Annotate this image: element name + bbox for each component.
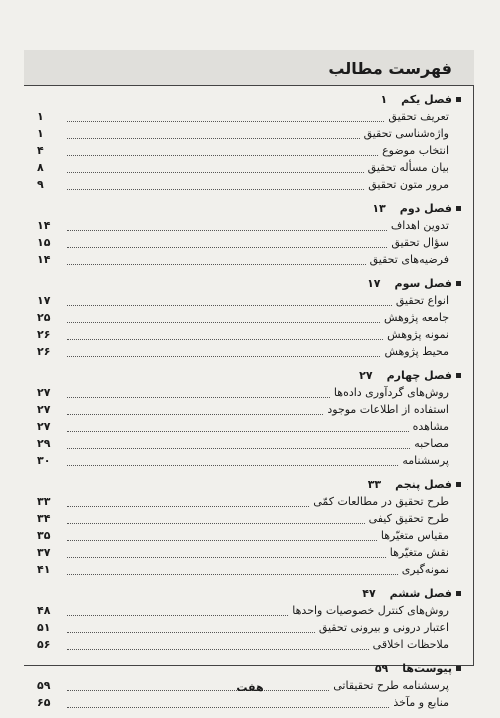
entry-label: بیان مسأله تحقیق — [367, 161, 449, 174]
toc-entry[interactable] — [37, 561, 461, 578]
entry-page-number: ۲۵ — [37, 311, 51, 324]
toc-entry[interactable] — [37, 108, 461, 125]
chapter-heading[interactable] — [37, 367, 461, 384]
entry-label: پرسشنامه طرح تحقیقاتی — [333, 679, 449, 692]
dot-leader — [67, 698, 389, 708]
entry-label: فرضیه‌های تحقیق — [369, 253, 449, 266]
entry-page-number: ۱۴ — [37, 253, 51, 266]
chapter-section — [37, 275, 461, 360]
chapter-section — [37, 476, 461, 578]
chapter-title: فصل چهارم — [386, 369, 452, 382]
toc-entry[interactable] — [37, 418, 461, 435]
dot-leader — [67, 405, 323, 415]
dot-leader — [67, 347, 380, 357]
chapter-heading[interactable] — [37, 476, 461, 493]
entry-page-number: ۳۵ — [37, 529, 51, 542]
toc-entry[interactable] — [37, 176, 461, 193]
toc-entry[interactable] — [37, 401, 461, 418]
entry-label: انواع تحقیق — [395, 294, 449, 307]
toc-entry[interactable] — [37, 125, 461, 142]
entry-page-number: ۲۶ — [37, 328, 51, 341]
entry-page-number: ۳۴ — [37, 512, 51, 525]
toc-entry[interactable] — [37, 292, 461, 309]
toc-entry[interactable] — [37, 234, 461, 251]
toc-entry[interactable] — [37, 452, 461, 469]
entry-page-number: ۱۴ — [37, 219, 51, 232]
toc-entry[interactable] — [37, 619, 461, 636]
chapter-page-number: ۱ — [380, 93, 388, 106]
entry-page-number: ۴ — [37, 144, 44, 157]
toc-entry[interactable] — [37, 217, 461, 234]
toc-entry[interactable] — [37, 694, 461, 711]
square-bullet-icon — [456, 373, 461, 378]
toc-entry[interactable] — [37, 510, 461, 527]
chapter-section — [37, 367, 461, 469]
entry-page-number: ۵۱ — [37, 621, 51, 634]
chapter-page-number: ۴۷ — [362, 587, 376, 600]
entry-label: نمونه پژوهش — [387, 328, 449, 341]
entry-page-number: ۵۹ — [37, 679, 51, 692]
page-title: فهرست مطالب — [328, 59, 452, 78]
entry-page-number: ۶۵ — [37, 696, 51, 709]
top-rule — [24, 85, 474, 86]
dot-leader — [67, 112, 384, 122]
chapter-section — [37, 91, 461, 193]
entry-page-number: ۱ — [37, 127, 44, 140]
dot-leader — [67, 163, 364, 173]
title-bar — [24, 50, 474, 86]
entry-label: طرح تحقیق در مطالعات کمّی — [313, 495, 449, 508]
dot-leader — [67, 606, 288, 616]
dot-leader — [67, 146, 378, 156]
dot-leader — [67, 129, 360, 139]
chapter-heading[interactable] — [37, 585, 461, 602]
dot-leader — [67, 422, 409, 432]
entry-label: مرور متون تحقیق — [368, 178, 449, 191]
dot-leader — [67, 221, 387, 231]
entry-page-number: ۸ — [37, 161, 44, 174]
dot-leader — [67, 531, 377, 541]
entry-page-number: ۳۰ — [37, 454, 51, 467]
chapter-heading[interactable] — [37, 200, 461, 217]
entry-page-number: ۱۷ — [37, 294, 51, 307]
entry-page-number: ۳۷ — [37, 546, 51, 559]
entry-label: انتخاب موضوع — [382, 144, 449, 157]
toc-entry[interactable] — [37, 343, 461, 360]
chapter-title: فصل یکم — [401, 93, 452, 106]
chapter-section — [37, 200, 461, 268]
square-bullet-icon — [456, 281, 461, 286]
chapter-page-number: ۱۷ — [367, 277, 381, 290]
toc-entry[interactable] — [37, 384, 461, 401]
toc-entry[interactable] — [37, 326, 461, 343]
entry-page-number: ۲۶ — [37, 345, 51, 358]
entry-page-number: ۵۶ — [37, 638, 51, 651]
square-bullet-icon — [456, 666, 461, 671]
chapter-title: فصل سوم — [394, 277, 452, 290]
dot-leader — [67, 439, 410, 449]
toc-entry[interactable] — [37, 544, 461, 561]
chapter-page-number: ۵۹ — [374, 662, 389, 675]
toc-entry[interactable] — [37, 636, 461, 653]
entry-label: پرسشنامه — [402, 454, 449, 467]
entry-label: واژه‌شناسی تحقیق — [363, 127, 449, 140]
entry-label: سؤال تحقیق — [391, 236, 449, 249]
entry-label: طرح تحقیق کیفی — [368, 512, 449, 525]
page-number-footer: هفت — [236, 681, 264, 694]
dot-leader — [67, 388, 330, 398]
entry-label: روش‌های کنترل خصوصیات واحدها — [292, 604, 449, 617]
entry-page-number: ۳۳ — [37, 495, 51, 508]
dot-leader — [67, 238, 387, 248]
dot-leader — [67, 456, 398, 466]
side-rule — [473, 86, 474, 665]
entry-label: محیط پژوهش — [384, 345, 449, 358]
entry-page-number: ۱۵ — [37, 236, 51, 249]
dot-leader — [67, 565, 398, 575]
chapter-heading[interactable] — [37, 660, 461, 677]
entry-label: استفاده از اطلاعات موجود — [327, 403, 449, 416]
entry-label: نمونه‌گیری — [401, 563, 449, 576]
entry-page-number: ۴۸ — [37, 604, 51, 617]
dot-leader — [67, 296, 392, 306]
table-of-contents — [37, 91, 461, 718]
entry-page-number: ۴۱ — [37, 563, 51, 576]
toc-entry[interactable] — [37, 602, 461, 619]
entry-page-number: ۲۷ — [37, 420, 51, 433]
entry-label: اعتبار درونی و بیرونی تحقیق — [318, 621, 449, 634]
dot-leader — [67, 313, 380, 323]
chapter-title: پیوست‌ها — [402, 662, 452, 675]
entry-page-number: ۹ — [37, 178, 44, 191]
entry-label: مقیاس متغیّرها — [380, 529, 449, 542]
square-bullet-icon — [456, 206, 461, 211]
toc-entry[interactable] — [37, 251, 461, 268]
entry-page-number: ۲۷ — [37, 403, 51, 416]
entry-label: مشاهده — [412, 420, 449, 433]
entry-label: ملاحظات اخلاقی — [372, 638, 449, 651]
square-bullet-icon — [456, 591, 461, 596]
dot-leader — [67, 640, 369, 650]
dot-leader — [67, 497, 309, 507]
toc-entry[interactable] — [37, 435, 461, 452]
entry-page-number: ۲۹ — [37, 437, 51, 450]
square-bullet-icon — [456, 97, 461, 102]
chapter-page-number: ۳۳ — [367, 478, 382, 491]
toc-entry[interactable] — [37, 309, 461, 326]
entry-label: تدوین اهداف — [390, 219, 449, 232]
toc-entry[interactable] — [37, 159, 461, 176]
chapter-title: فصل ششم — [389, 587, 452, 600]
square-bullet-icon — [456, 482, 461, 487]
chapter-heading[interactable] — [37, 91, 461, 108]
toc-entry[interactable] — [37, 527, 461, 544]
entry-page-number: ۱ — [37, 110, 44, 123]
chapter-heading[interactable] — [37, 275, 461, 292]
dot-leader — [67, 623, 315, 633]
entry-page-number: ۲۷ — [37, 386, 51, 399]
entry-label: جامعه پژوهش — [383, 311, 449, 324]
dot-leader — [67, 255, 366, 265]
entry-label: تعریف تحقیق — [388, 110, 449, 123]
chapter-page-number: ۱۳ — [372, 202, 386, 215]
entry-label: مصاحبه — [414, 437, 449, 450]
dot-leader — [67, 330, 383, 340]
entry-label: روش‌های گردآوری داده‌ها — [333, 386, 449, 399]
toc-entry[interactable] — [37, 142, 461, 159]
dot-leader — [67, 514, 365, 524]
dot-leader — [67, 180, 364, 190]
chapter-page-number: ۲۷ — [359, 369, 373, 382]
chapter-title: فصل دوم — [399, 202, 452, 215]
chapter-section — [37, 585, 461, 653]
entry-label: منابع و مآخذ — [393, 696, 449, 709]
entry-label: نقش متغیّرها — [389, 546, 449, 559]
chapter-title: فصل پنجم — [395, 478, 452, 491]
toc-entry[interactable] — [37, 493, 461, 510]
dot-leader — [67, 548, 386, 558]
